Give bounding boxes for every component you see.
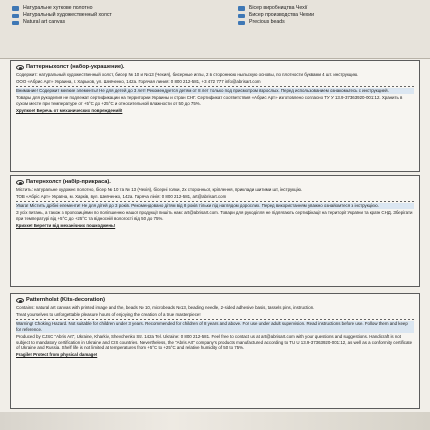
panel-text: ТОВ «Абріс Арт» Україна, м. Харків, вул. Шевченко, 142а. Гаряча лінія: 0 800 212-581, art@abrisart.com	[16, 193, 227, 199]
panel-ukrainian	[10, 175, 420, 287]
divider	[16, 319, 414, 320]
materials-list-right	[238, 5, 418, 27]
panel-text: Товары для рукоделия не подлежат сертификации на территории Украины и стран СНГ. Сертификат соответствия «Абрис Арт» изготовлено согласно ТУ У 13.9-37363920-001:12. Хранить в сухом месте при температуре от +5°С до +25°С и относительной влажности от 50 до 75%.	[16, 95, 404, 106]
panel-text: Produced by CJSC "Abris Art", Ukraine, Kharkiv, Shevchenko Str. 142a Tel. Ukraine: 0 800 212-581. Feel free to contact us at art@abrisart.com with your questions and suggestions. Handicraft is not subject to mandatory certification in Ukraine and CIS countries. Nevertheless, the "Abris Art" company's products manufactured according to TU U 13.9-37363920-001:12, as well as a conformity certificate of Ukraine and Russia. Shelf life is not limited at temperatures from +5°C to +25°C and relative humidity of 50 to 75%.	[16, 333, 414, 351]
panel-text: ООО «Абрис Арт» Украина, г. Харьков, ул. Шевченко, 142а. Горячая линия: 0 800 212-581, +3 472 777 info@abrisart.com	[16, 78, 261, 84]
panel-title	[16, 64, 414, 71]
fragile-warning: Fragile! Protect from physical damage!	[16, 351, 98, 357]
materials-list-left	[12, 5, 202, 27]
warning-text: Внимание! Содержит мелкие элементы! Не для детей до 3 лет! Рекомендуется детям от 8 лет только под присмотром взрослых. Перед использованием ознакомьтесь с инструкцией.	[16, 88, 414, 94]
panel-text: Содержит: натуральный художественный холст, бисер № 10 и №13 (Чехия), бисерные иглы, 2 в стороннюю ныльскую основы, по плотности буквами 4 шт. инструкцию.	[16, 72, 359, 77]
panel-title	[16, 179, 414, 186]
warning-text: Warning! Choking Hazard. Not suitable for children under 3 years. Recommended for children of 8 years and above. For use under adult supervision. Read instructions before use. Follow them and keep for reference.	[16, 321, 414, 332]
panel-text: З усіх питань, а також з пропозиціями по поліпшенню нашої продукції пишіть нам: art@abrisart.com. Товари для рукоділля не підлягають сертифікації на території України та країн СНД. Зберігати при температурі від +5°С до +25°С та відносній вологості від 50 до 75%.	[16, 210, 414, 221]
fragile-warning: Хрупкое! Беречь от механических повреждений!	[16, 107, 123, 113]
panel-text: Contains: natural art canvas with printed image and the, beads № 10, microbeads №13, beading needle, 2-sided adhesive basis, tassels pins, instruction.	[16, 305, 315, 310]
panel-russian	[10, 60, 420, 172]
circle-icon	[16, 65, 24, 70]
list-item: Бісер виробництва Чехії	[238, 5, 418, 12]
list-item: Precious beads	[238, 19, 418, 26]
circle-icon	[16, 298, 24, 303]
list-item: Натуральне хуткове полотно	[12, 5, 202, 12]
list-item: Натуральный художественный холст	[12, 12, 202, 19]
fragile-warning: Крихке! Берегти від механічних пошкоджень!	[16, 222, 116, 228]
divider	[16, 201, 414, 202]
divider	[16, 86, 414, 87]
panel-title-text: Паттерныхолст (набор-украшение).	[26, 64, 125, 70]
panel-text: Treat yourselves to unforgettable pleasure hours of enjoying the creation of a true masterpiece!	[16, 311, 201, 317]
panel-english	[10, 293, 420, 409]
list-item: Natural art canvas	[12, 19, 202, 26]
header-strip	[0, 0, 430, 59]
circle-icon	[16, 180, 24, 185]
panel-title	[16, 297, 414, 304]
panel-title-text: Патернхолст (набір-прикраса).	[26, 179, 111, 185]
panel-title-text: Patternholst (Kits-decoration)	[26, 297, 105, 303]
warning-text: Увага! Містить дрібні елементи! Не для дітей до 3 років. Рекомендовано дітям від 8 років тільки під наглядом дорослих. Перед використанням уважно ознайомтеся з інструкцією.	[16, 203, 414, 209]
bottom-strip	[0, 412, 430, 430]
list-item: Бисер производства Чехии	[238, 12, 418, 19]
panel-text: Містить: натуральне художнє полотно, бісер № 10 та № 13 (Чехія), бісерні голки, 2х сторонньої, кріплення, приклади шитими шт, інструкцію.	[16, 187, 303, 192]
